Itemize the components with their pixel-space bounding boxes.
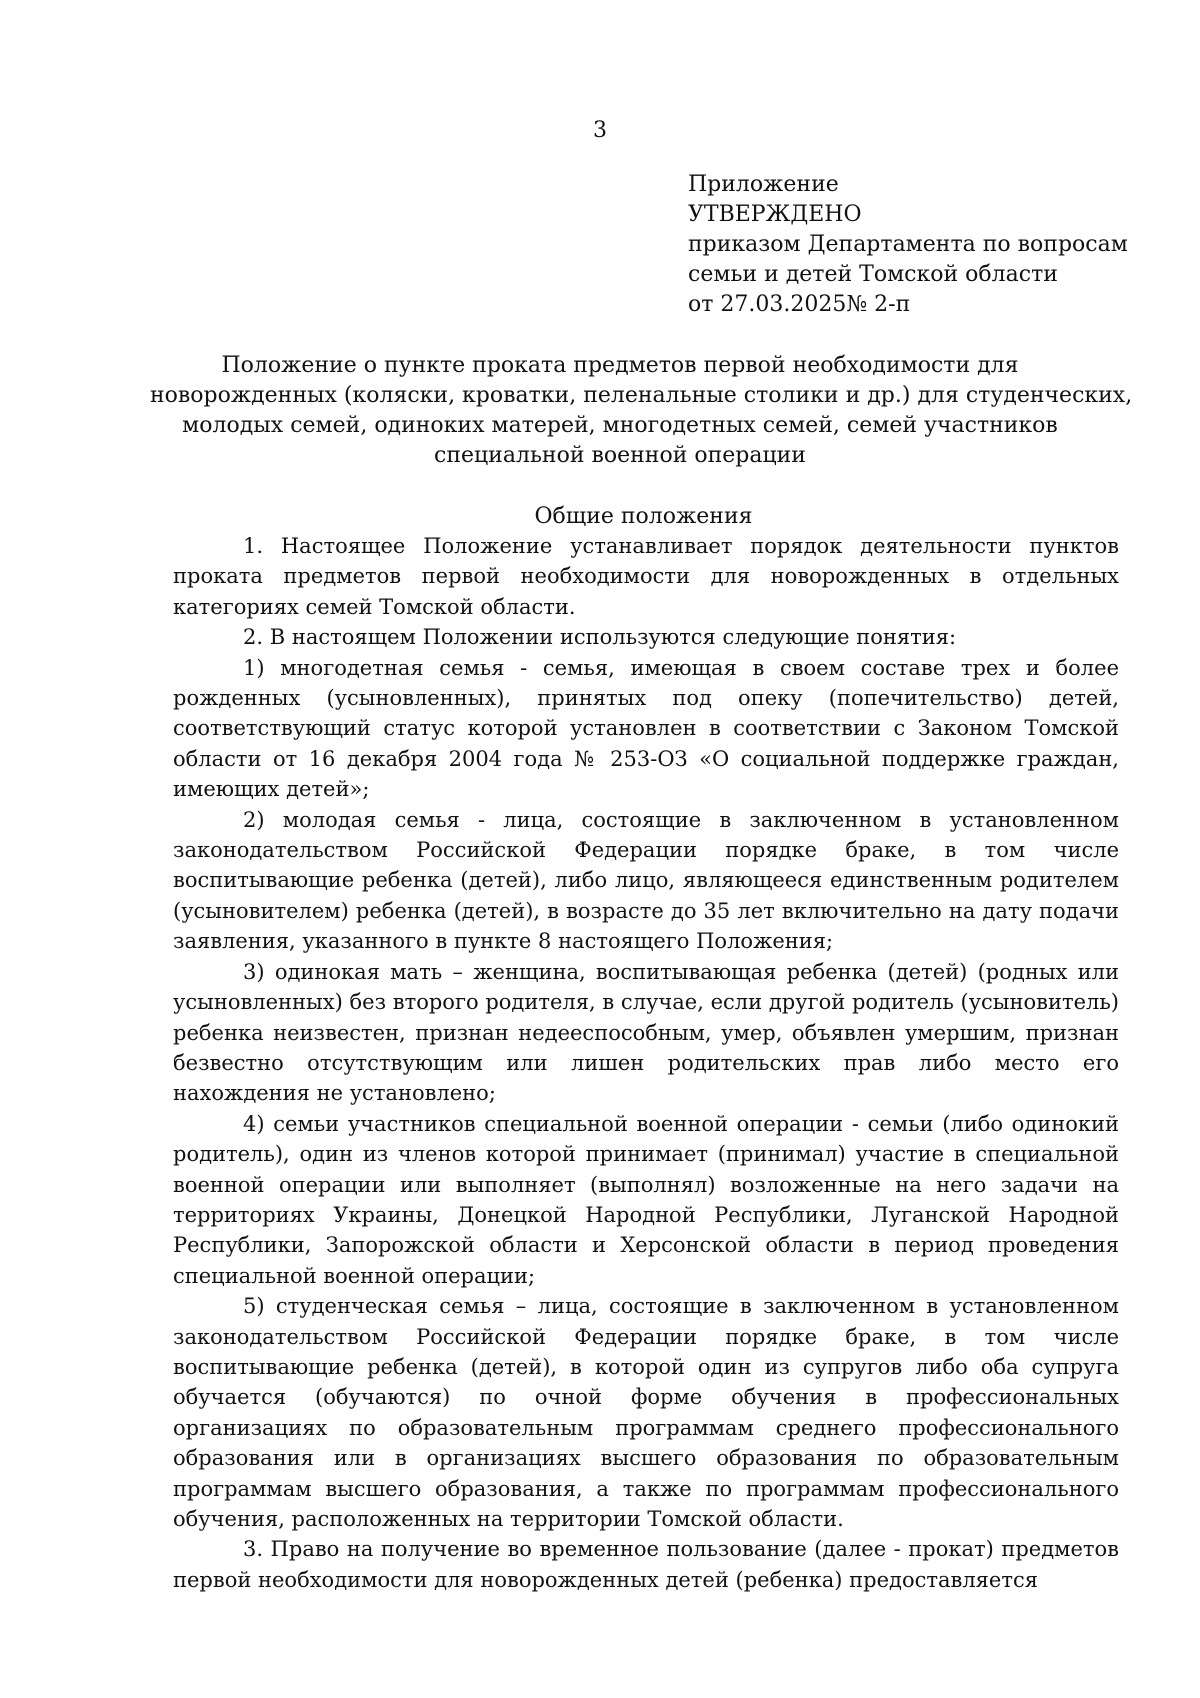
document-title-line: молодых семей, одиноких матерей, многодетных семей, семей участников xyxy=(182,413,1058,438)
paragraph-definition-svo-family: 4) семьи участников специальной военной операции - семьи (либо одинокий родитель), один из членов которой принимает (принимал) участие в специальной военной операции или выполняет (выполнял) возложенные на него задачи на территориях Украины, Донецкой Народной Республики, Луганской Народной Республики, Запорожской области и Херсонской области в период проведения специальной военной операции; xyxy=(173,1111,1119,1288)
document-title-line: специальной военной операции xyxy=(434,443,806,468)
section-heading: Общие положения xyxy=(534,504,753,529)
approval-line-order: приказом Департамента по вопросам xyxy=(688,232,1128,257)
approval-line-department: семьи и детей Томской области xyxy=(688,262,1058,287)
document-title-line: Положение о пункте проката предметов первой необходимости для xyxy=(221,353,1019,378)
page-number: 3 xyxy=(593,118,607,143)
paragraph-clause-1: 1. Настоящее Положение устанавливает порядок деятельности пунктов проката предметов первой необходимости для новорожденных в отдельных категориях семей Томской области. xyxy=(173,534,1119,619)
paragraph-clause-3: 3. Право на получение во временное пользование (далее - прокат) предметов первой необходимости для новорожденных детей (ребенка) предоставляется xyxy=(173,1537,1119,1592)
approval-line-date-number: от 27.03.2025№ 2-п xyxy=(688,292,911,317)
paragraph-definition-student-family: 5) студенческая семья – лица, состоящие в заключенном в установленном законодательством Российской Федерации порядке браке, в том числе воспитывающие ребенка (детей), в которой один из супругов либо оба супруга обучается (обучаются) по очной форме обучения в профессиональных организациях по образовательным программам среднего профессионального образования или в организациях высшего образования по образовательным программам высшего образования, а также по программам профессионального обучения, расположенных на территории Томской области. xyxy=(173,1294,1119,1531)
approval-line-appendix: Приложение xyxy=(688,172,839,197)
approval-stamp-block xyxy=(688,170,1158,320)
document-title-line: новорожденных (коляски, кроватки, пеленальные столики и др.) для студенческих, xyxy=(150,383,1133,408)
document-body xyxy=(173,531,1119,1595)
approval-line-approved: УТВЕРЖДЕНО xyxy=(688,202,862,227)
paragraph-definition-single-mother: 3) одинокая мать – женщина, воспитывающая ребенка (детей) (родных или усыновленных) без второго родителя, в случае, если другой родитель (усыновитель) ребенка неизвестен, признан недееспособным, умер, объявлен умершим, признан безвестно отсутствующим или лишен родительских прав либо место его нахождения не установлено; xyxy=(173,959,1119,1106)
paragraph-clause-2: 2. В настоящем Положении используются следующие понятия: xyxy=(243,625,957,650)
paragraph-definition-young-family: 2) молодая семья - лица, состоящие в заключенном в установленном законодательством Российской Федерации порядке браке, в том числе воспитывающие ребенка (детей), либо лицо, являющееся единственным родителем (усыновителем) ребенка (детей), в возрасте до 35 лет включительно на дату подачи заявления, указанного в пункте 8 настоящего Положения; xyxy=(173,807,1119,954)
document-title xyxy=(150,351,1133,471)
paragraph-definition-large-family: 1) многодетная семья - семья, имеющая в своем составе трех и более рожденных (усыновленных), принятых под опеку (попечительство) детей, соответствующий статус которой установлен в соответствии с Законом Томской области от 16 декабря 2004 года № 253-ОЗ «О социальной поддержке граждан, имеющих детей»; xyxy=(173,655,1119,802)
